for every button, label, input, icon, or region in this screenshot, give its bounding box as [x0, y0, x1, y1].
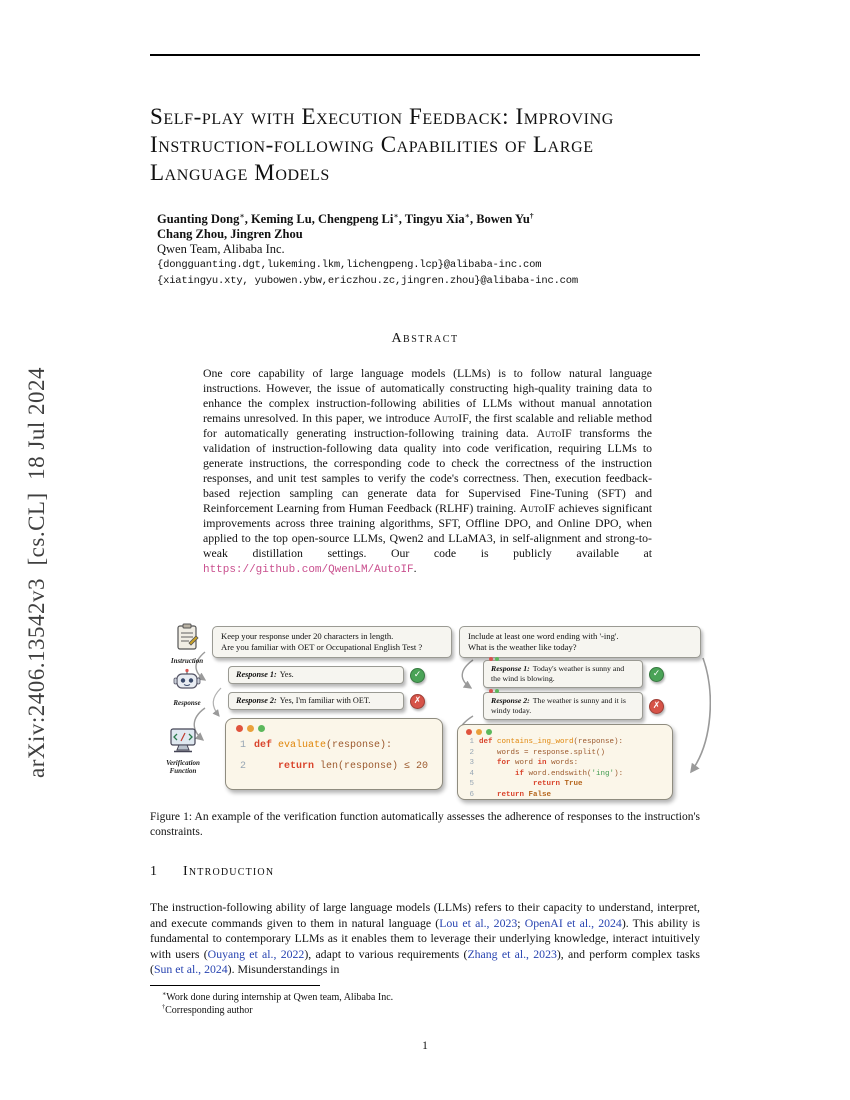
section-heading — [150, 864, 274, 880]
text-segment: The instruction-following ability of large language models (LLMs) refers to their capacity to understand, interpret, and execute commands given to them in natural language ( — [150, 900, 700, 930]
response-text: Yes, I'm familiar with OET. — [279, 696, 371, 705]
text-segment: word — [510, 759, 538, 767]
text-segment: word.endswith( — [524, 769, 592, 778]
text-segment: True — [560, 780, 583, 788]
citation-link[interactable]: Zhang et al., 2023 — [467, 946, 557, 961]
text-segment: achieves significant improvements across three training algorithms, SFT, Offline DPO, and Online DPO, when applied to the top open-source LLMs, Qwen2 and LLaMA3, in self-alignment and strong-to-weak distillation settings. Our code is publicly available at — [203, 501, 652, 560]
response-text: The weather is sunny and it is windy today. — [491, 696, 626, 715]
text-segment — [479, 780, 533, 788]
line-number: 4 — [469, 769, 474, 778]
text-segment: † — [162, 1003, 166, 1011]
author-block — [157, 212, 697, 288]
citation-link[interactable]: Lou et al., 2023 — [439, 915, 518, 930]
text-segment: ∗ — [162, 990, 167, 998]
code-line — [458, 748, 672, 759]
text-segment: def — [479, 738, 498, 746]
text-segment — [479, 770, 515, 778]
line-number: 6 — [469, 790, 474, 799]
instruction-clipboard-icon — [172, 622, 202, 652]
response-box-right-1 — [483, 660, 643, 688]
fail-icon: ✗ — [649, 699, 664, 714]
response-label: Response 2: — [236, 696, 277, 705]
text-segment — [254, 761, 278, 772]
footnote-rule — [150, 985, 320, 986]
text-segment: ). This ability is fundamental to contemporary LLMs as it enables them to leverage their underlying knowledge, interact intuitively with users ( — [150, 915, 701, 961]
robot-icon — [172, 668, 202, 694]
text-segment: False — [524, 790, 552, 799]
introduction-paragraph — [150, 900, 700, 978]
instruction-text: Include at least one word ending with '-ing'. — [468, 631, 619, 641]
text-segment: ). Misunderstandings in — [227, 962, 340, 976]
text-segment: for — [497, 759, 511, 767]
text-segment: ), adapt to various requirements ( — [304, 946, 468, 961]
fail-icon: ✗ — [410, 694, 425, 709]
authors-line-2: Chang Zhou, Jingren Zhou — [157, 227, 303, 241]
window-dots — [226, 719, 442, 735]
code-text — [479, 749, 605, 757]
figure-caption: Figure 1: An example of the verification function automatically assesses the adherence of responses to the instruction's constraints. — [150, 811, 700, 838]
text-segment: 'ing' — [591, 769, 615, 778]
text-segment: AutoIF — [536, 426, 572, 440]
green-dot — [258, 725, 265, 732]
text-segment: if — [515, 769, 525, 778]
text-segment: words = response.split() — [479, 748, 606, 757]
yellow-dot — [476, 729, 482, 735]
code-line — [458, 737, 672, 748]
authors-line-1 — [157, 212, 697, 227]
text-segment: ): — [614, 769, 624, 778]
top-rule — [150, 54, 700, 56]
computer-icon — [167, 726, 199, 754]
pass-icon: ✓ — [410, 668, 425, 683]
response-label: Response 1: — [491, 664, 530, 673]
text-segment: , the first scalable and reliable method for automatically generating instruction-following training data. — [203, 411, 652, 440]
title-line: Self-play with Execution Feedback: Improving — [150, 104, 614, 129]
code-line — [458, 790, 672, 801]
text-segment: Corresponding author — [165, 1005, 253, 1016]
code-line — [458, 758, 672, 769]
section-number: 1 — [150, 864, 157, 879]
code-text — [254, 740, 392, 751]
abstract-body — [203, 366, 652, 578]
yellow-dot — [247, 725, 254, 732]
response-text: Yes. — [279, 670, 294, 679]
line-number: 2 — [469, 748, 474, 757]
code-line — [458, 779, 672, 790]
email-line-1: {dongguanting.dgt,lukeming.lkm,lichengpeng.lcp}@alibaba-inc.com — [157, 259, 542, 271]
instruction-text: Are you familiar with OET or Occupational English Test ? — [221, 642, 423, 652]
decor-dots — [489, 657, 499, 661]
footnote-corresponding — [150, 1004, 700, 1017]
text-segment: ; — [517, 915, 525, 930]
instruction-box-right — [459, 626, 701, 658]
line-number: 1 — [239, 740, 246, 751]
text-segment: AutoIF — [519, 501, 555, 515]
text-segment: return — [278, 761, 315, 772]
text-segment: ∗ — [393, 210, 399, 220]
code-text — [254, 761, 428, 772]
instruction-text: Keep your response under 20 characters in length. — [221, 631, 394, 641]
text-segment: † — [529, 210, 534, 220]
title-line: Instruction-following Capabilities of Large — [150, 132, 594, 157]
code-text — [479, 770, 623, 778]
section-title: Introduction — [183, 864, 275, 879]
figure-1 — [155, 622, 711, 806]
code-box-right — [457, 724, 673, 800]
response-text: Today's weather is sunny and the wind is blowing. — [491, 664, 625, 683]
line-number: 3 — [469, 759, 474, 767]
code-line — [458, 769, 672, 780]
code-text — [479, 738, 623, 746]
verification-function-label: Verification Function — [166, 759, 200, 775]
pass-icon: ✓ — [649, 667, 664, 682]
github-link[interactable]: https://github.com/QwenLM/AutoIF — [203, 564, 414, 576]
decor-dots — [489, 689, 499, 693]
response-label: Response 1: — [236, 670, 277, 679]
text-segment: return — [533, 780, 561, 788]
text-segment: One core capability of large language models (LLMs) is to follow natural language instructions. However, the issue of automatically constructing high-quality training data to enhance the complex instruction-following abilities of LLMs without manual annotation remains unresolved. In this paper, we introduce — [203, 366, 652, 425]
text-segment: transforms the validation of instruction-following data quality into code verification, requiring LLMs to generate instructions, the corresponding code to check the correctness of the instruction responses, and unit test samples to verify the code's correctness. Then, execution feedback-based rejection sampling can generate data for Supervised Fine-Tuning (SFT) and Reinforcement Learning from Human Feedback (RLHF) training. — [203, 426, 652, 515]
text-segment: (response): — [573, 738, 624, 746]
code-text — [479, 759, 578, 767]
instruction-icon-group — [161, 622, 213, 665]
text-segment: words: — [546, 759, 579, 767]
text-segment: len(response) ≤ 20 — [314, 761, 429, 772]
verification-icon-group — [157, 726, 209, 775]
text-segment: in — [537, 759, 547, 767]
code-text — [479, 780, 583, 788]
citation-link[interactable]: OpenAI et al., 2024 — [524, 915, 622, 930]
page-number: 1 — [422, 1040, 428, 1052]
line-number: 2 — [239, 761, 246, 772]
title-line: Language Models — [150, 160, 330, 185]
text-segment: (response): — [326, 740, 393, 751]
text-segment: return — [497, 790, 525, 799]
citation-link[interactable]: Ouyang et al., 2022 — [207, 946, 305, 961]
response-box-left-2 — [228, 692, 404, 710]
response-label: Response 2: — [491, 696, 530, 705]
code-text — [479, 791, 551, 799]
response-row — [483, 660, 664, 688]
affiliation: Qwen Team, Alibaba Inc. — [157, 242, 285, 256]
response-box-left-1 — [228, 666, 404, 684]
text-segment: , Bowen Yu — [469, 212, 530, 226]
response-row — [228, 666, 425, 684]
text-segment: ), and perform complex tasks ( — [150, 946, 701, 976]
footnote-internship — [150, 991, 700, 1004]
paper-title — [150, 103, 710, 187]
instruction-text: What is the weather like today? — [468, 642, 577, 652]
window-dots — [458, 725, 672, 737]
text-segment: contains_ing_word — [497, 738, 574, 746]
citation-link[interactable]: Sun et al., 2024 — [153, 962, 228, 976]
text-segment: AutoIF — [433, 411, 469, 425]
response-label: Response — [173, 699, 201, 707]
code-box-left — [225, 718, 443, 790]
text-segment: , Keming Lu, Chengpeng Li — [244, 212, 394, 226]
code-line — [226, 735, 442, 756]
red-dot — [236, 725, 243, 732]
text-segment — [479, 791, 497, 799]
text-segment: Guanting Dong — [157, 212, 240, 226]
green-dot — [486, 729, 492, 735]
text-segment: evaluate — [278, 740, 327, 751]
text-segment: ∗ — [464, 210, 470, 220]
text-segment: Work done during internship at Qwen team, Alibaba Inc. — [166, 992, 394, 1003]
response-icon-group — [161, 668, 213, 707]
response-row — [483, 692, 664, 720]
instruction-label: Instruction — [170, 657, 204, 665]
response-row — [228, 692, 425, 710]
line-number: 1 — [469, 738, 474, 746]
response-box-right-2 — [483, 692, 643, 720]
red-dot — [466, 729, 472, 735]
instruction-box-left — [212, 626, 452, 658]
text-segment — [479, 759, 497, 767]
text-segment: def — [254, 740, 279, 751]
line-number: 5 — [469, 780, 474, 788]
abstract-heading: Abstract — [391, 331, 459, 346]
text-segment: . — [413, 561, 417, 575]
text-segment: , Tingyu Xia — [398, 212, 465, 226]
email-line-2: {xiatingyu.xty, yubowen.ybw,ericzhou.zc,jingren.zhou}@alibaba-inc.com — [157, 274, 578, 287]
text-segment: ∗ — [239, 210, 245, 220]
code-line — [226, 756, 442, 777]
arxiv-sidebar-label: arXiv:2406.13542v3 [cs.CL] 18 Jul 2024 — [24, 367, 49, 778]
